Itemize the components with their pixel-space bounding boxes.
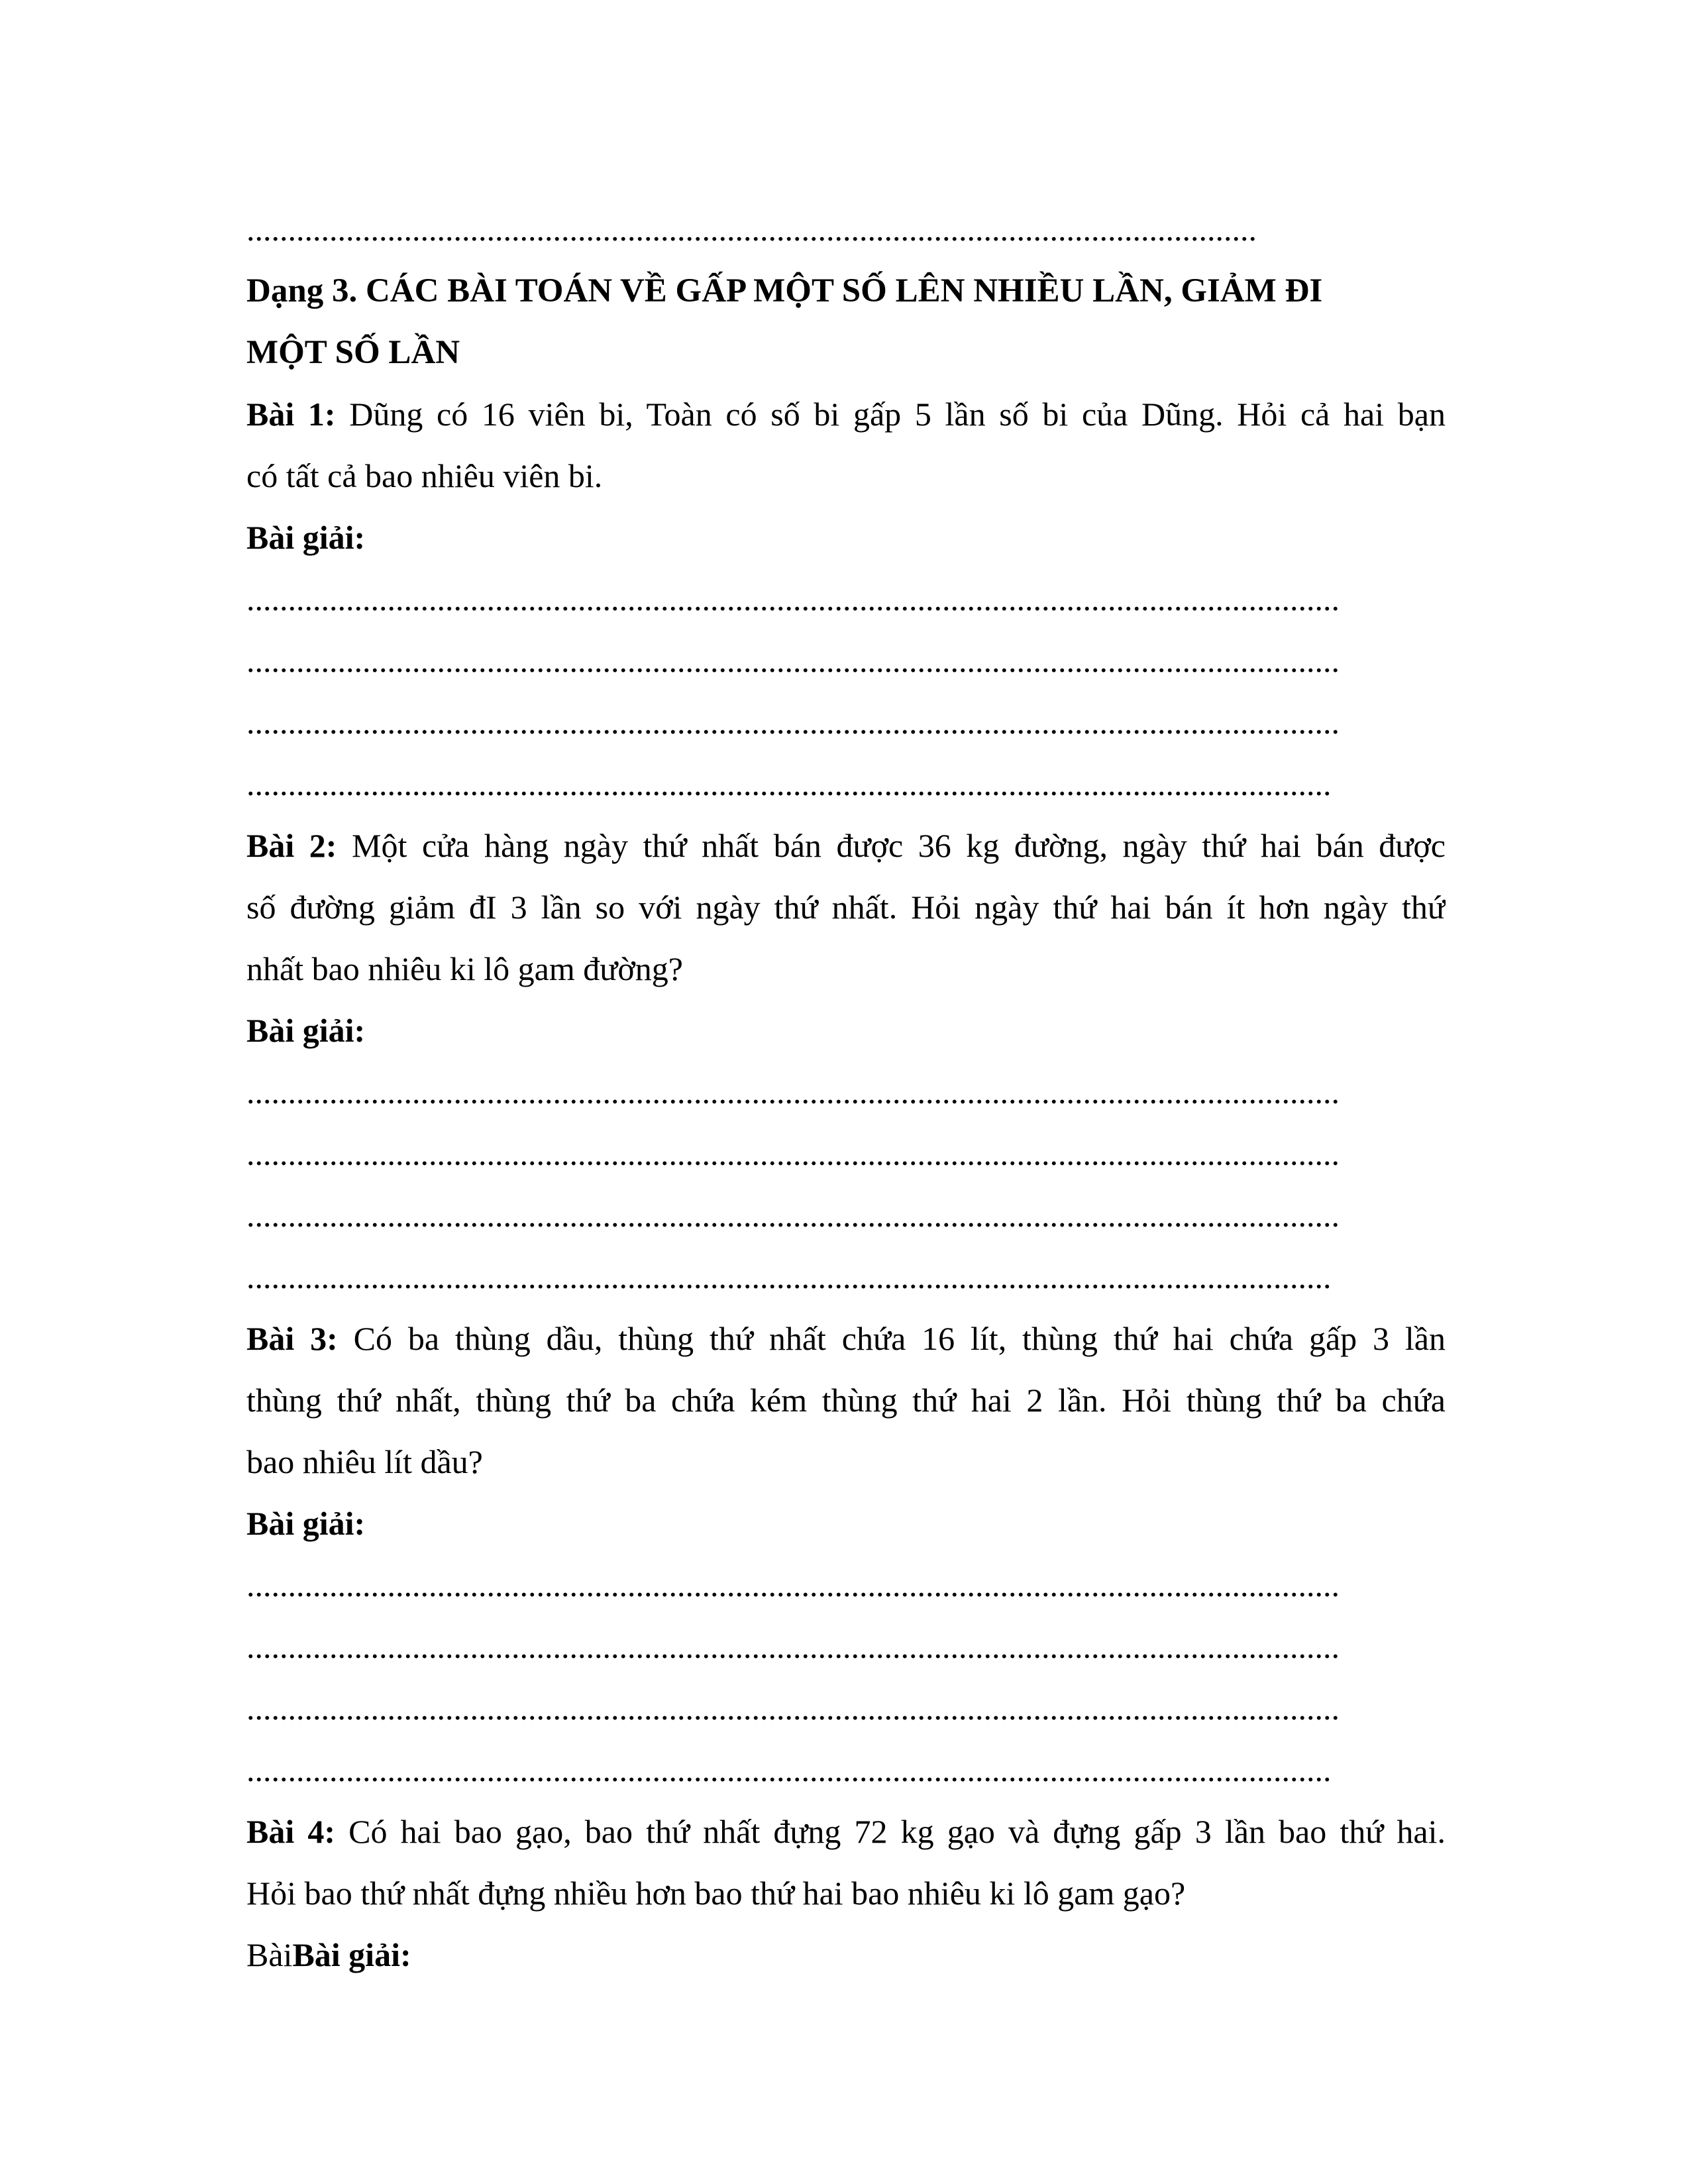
answer-line: .................................................................................................................................... [246,1073,1340,1111]
answer-line: .................................................................................................................................... [246,580,1340,618]
problem-4-solution [246,1924,1446,1986]
answer-line: ................................................................................................................................... [246,765,1332,802]
section-heading-line-2: MỘT SỐ LẦN [246,334,460,371]
answer-line: .......................................................................................................................... [246,211,1257,248]
problem-2-line-3: nhất bao nhiêu ki lô gam đường? [246,950,683,987]
problem-1-line-1: Dũng có 16 viên bi, Toàn có số bi gấp 5 lần số bi của Dũng. Hỏi cả hai bạn [335,396,1446,433]
problem-2-line-1: Một cửa hàng ngày thứ nhất bán được 36 kg đường, ngày thứ hai bán được [337,827,1446,864]
answer-line: .................................................................................................................................... [246,642,1340,679]
answer-line: .................................................................................................................................... [246,1690,1340,1727]
problem-1-solution-label: Bài giải: [246,519,366,556]
answer-line: .................................................................................................................................... [246,1566,1340,1604]
answer-line: ................................................................................................................................... [246,1751,1332,1788]
section-heading-line-1: Dạng 3. CÁC BÀI TOÁN VỀ GẤP MỘT SỐ LÊN NHIỀU LẦN, GIẢM ĐI [246,272,1323,309]
problem-4-solution-prefix: Bài [246,1936,293,1973]
problem-4-line-1: Có hai bao gạo, bao thứ nhất đựng 72 kg gạo và đựng gấp 3 lần bao thứ hai. [335,1813,1446,1850]
problem-3-line-1: Có ba thùng dầu, thùng thứ nhất chứa 16 lít, thùng thứ hai chứa gấp 3 lần [337,1320,1446,1357]
problem-3-line-2: thùng thứ nhất, thùng thứ ba chứa kém thùng thứ hai 2 lần. Hỏi thùng thứ ba chứa [246,1382,1446,1419]
problem-3-text [246,1308,1446,1370]
problem-4-solution-label: Bài giải: [292,1936,411,1973]
worksheet-page [246,199,1446,1986]
problem-1-text [246,384,1446,445]
problem-1-label: Bài 1: [246,396,336,433]
answer-line: .................................................................................................................................... [246,1628,1340,1665]
problem-3-solution-label: Bài giải: [246,1505,366,1542]
problem-4-line-2: Hỏi bao thứ nhất đựng nhiều hơn bao thứ hai bao nhiêu ki lô gam gạo? [246,1875,1186,1912]
answer-line: .................................................................................................................................... [246,1135,1340,1172]
answer-line: .................................................................................................................................... [246,704,1340,741]
problem-2-label: Bài 2: [246,827,337,864]
problem-2-text [246,815,1446,877]
problem-2-solution-label: Bài giải: [246,1012,366,1049]
problem-1-line-2: có tất cả bao nhiêu viên bi. [246,457,603,494]
problem-4-text [246,1801,1446,1863]
problem-3-label: Bài 3: [246,1320,338,1357]
problem-3-line-3: bao nhiêu lít dầu? [246,1443,483,1480]
problem-2-line-2: số đường giảm đI 3 lần so với ngày thứ nhất. Hỏi ngày thứ hai bán ít hơn ngày thứ [246,889,1446,926]
problem-4-label: Bài 4: [246,1813,335,1850]
answer-line: ................................................................................................................................... [246,1258,1332,1295]
answer-line: .................................................................................................................................... [246,1197,1340,1234]
